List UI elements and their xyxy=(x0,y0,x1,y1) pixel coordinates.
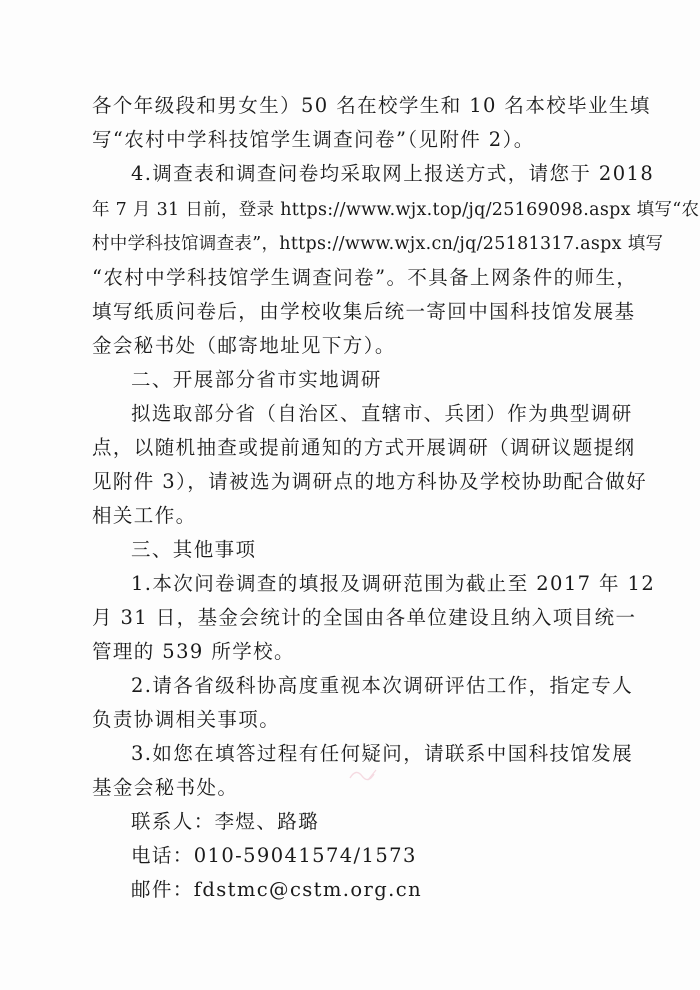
paragraph-line: 4.调查表和调查问卷均采取网上报送方式，请您于 2018 xyxy=(131,162,655,185)
paragraph-line: “农村中学科技馆学生调查问卷”。不具备上网条件的师生， xyxy=(92,266,638,289)
paragraph-line: 月 31 日，基金会统计的全国由各单位建设且纳入项目统一 xyxy=(92,606,637,629)
contact-email: 邮件：fdstmc@cstm.org.cn xyxy=(131,878,423,901)
paragraph-line: 见附件 3），请被选为调研点的地方科协及学校协助配合做好 xyxy=(92,470,648,493)
faint-stamp-mark-icon xyxy=(346,764,386,786)
paragraph-line: 相关工作。 xyxy=(92,504,197,527)
contact-phone: 电话：010-59041574/1573 xyxy=(131,844,417,867)
paragraph-line: 基金会秘书处。 xyxy=(92,776,239,799)
paragraph-line: 各个年级段和男女生）50 名在校学生和 10 名本校毕业生填 xyxy=(92,94,651,117)
paragraph-line: 负责协调相关事项。 xyxy=(92,708,281,731)
paragraph-line: 点，以随机抽查或提前通知的方式开展调研（调研议题提纲 xyxy=(92,436,636,459)
paragraph-line: 2.请各省级科协高度重视本次调研评估工作，指定专人 xyxy=(131,674,634,697)
section-heading: 三、其他事项 xyxy=(131,538,257,561)
paragraph-line: 年 7 月 31 日前，登录 https://www.wjx.top/jq/25169098.aspx 填写“农 xyxy=(92,200,700,220)
paragraph-line: 3.如您在填答过程有任何疑问，请联系中国科技馆发展 xyxy=(131,742,634,765)
paragraph-line: 金会秘书处（邮寄地址见下方）。 xyxy=(92,334,396,357)
paragraph-line: 填写纸质问卷后，由学校收集后统一寄回中国科技馆发展基 xyxy=(92,300,636,323)
paragraph-line: 管理的 539 所学校。 xyxy=(92,640,295,663)
paragraph-line: 1.本次问卷调查的填报及调研范围为截止至 2017 年 12 xyxy=(131,572,656,595)
section-heading: 二、开展部分省市实地调研 xyxy=(131,368,382,391)
paragraph-line: 写“农村中学科技馆学生调查问卷”（见附件 2）。 xyxy=(92,128,535,151)
contact-person: 联系人：李煜、路璐 xyxy=(131,810,320,833)
paragraph-line: 村中学科技馆调查表”，https://www.wjx.cn/jq/25181317.aspx 填写 xyxy=(92,234,664,254)
paragraph-line: 拟选取部分省（自治区、直辖市、兵团）作为典型调研 xyxy=(131,402,633,425)
